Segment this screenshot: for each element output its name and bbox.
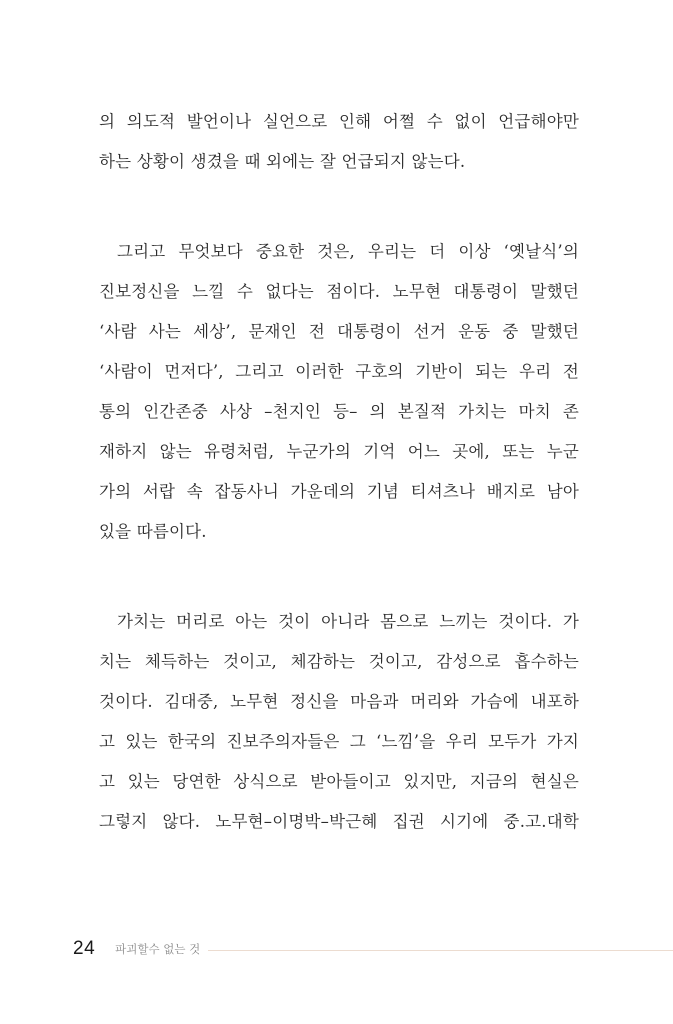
text-line: 그리고 무엇보다 중요한 것은, 우리는 더 이상 ‘옛날식’의	[117, 242, 579, 261]
page-number: 24	[73, 938, 96, 959]
text-line: 그렇지 않다. 노무현–이명박–박근혜 집권 시기에 중.고.대학	[99, 812, 579, 831]
footer-rule	[208, 950, 673, 951]
paragraph-gap	[99, 552, 579, 602]
text-line: 고 있는 당연한 상식으로 받아들이고 있지만, 지금의 현실은	[99, 772, 579, 791]
paragraph-gap	[99, 182, 579, 232]
paragraph-2	[99, 232, 579, 552]
text-line: 하는 상황이 생겼을 때 외에는 잘 언급되지 않는다.	[99, 152, 466, 171]
text-line: 것이다. 김대중, 노무현 정신을 마음과 머리와 가슴에 내포하	[99, 692, 579, 711]
text-line: 가의 서랍 속 잡동사니 가운데의 기념 티셔츠나 배지로 남아	[99, 482, 579, 501]
text-line: 가치는 머리로 아는 것이 아니라 몸으로 느끼는 것이다. 가	[117, 612, 579, 631]
text-line: 통의 인간존중 사상 –천지인 등– 의 본질적 가치는 마치 존	[99, 402, 579, 421]
text-line: 치는 체득하는 것이고, 체감하는 것이고, 감성으로 흡수하는	[99, 652, 579, 671]
text-line: 재하지 않는 유령처럼, 누군가의 기억 어느 곳에, 또는 누군	[99, 442, 579, 461]
text-line: 있을 따름이다.	[99, 522, 207, 541]
text-line: 진보정신을 느낄 수 없다는 점이다. 노무현 대통령이 말했던	[99, 282, 579, 301]
body-text	[99, 102, 579, 842]
text-line: 의 의도적 발언이나 실언으로 인해 어쩔 수 없이 언급해야만	[99, 112, 579, 131]
running-title: 파괴할수 없는 것	[115, 942, 201, 956]
page-footer	[73, 936, 673, 962]
text-line: 고 있는 한국의 진보주의자들은 그 ‘느낌’을 우리 모두가 가지	[99, 732, 579, 751]
text-line: ‘사람 사는 세상’, 문재인 전 대통령이 선거 운동 중 말했던	[99, 322, 579, 341]
paragraph-1	[99, 102, 579, 182]
text-line: ‘사람이 먼저다’, 그리고 이러한 구호의 기반이 되는 우리 전	[99, 362, 579, 381]
paragraph-3	[99, 602, 579, 842]
